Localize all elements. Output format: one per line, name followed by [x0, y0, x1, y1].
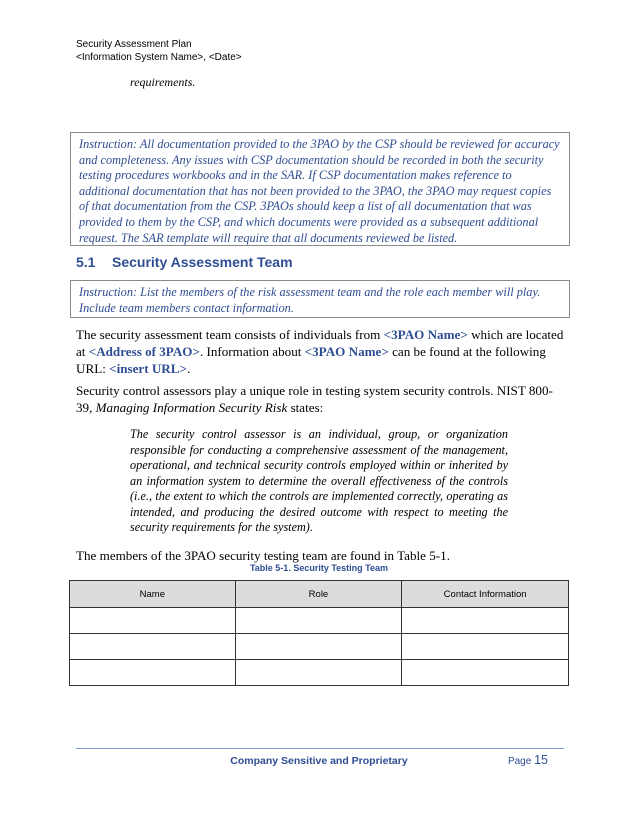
placeholder-3pao-address: <Address of 3PAO>	[88, 344, 200, 359]
column-header-name: Name	[70, 581, 236, 608]
security-testing-team-table	[69, 580, 569, 686]
footer-divider	[76, 748, 564, 749]
text-run: which are located at	[76, 327, 564, 359]
paragraph-table-reference: The members of the 3PAO security testing team are found in Table 5-1.	[76, 548, 450, 563]
footer-page-number	[508, 753, 548, 767]
table-row	[70, 660, 569, 686]
page-number: 15	[534, 753, 548, 767]
instruction-text: Instruction: List the members of the risk assessment team and the role each member will play. Include team members contact information.	[79, 285, 541, 315]
footer-classification: Company Sensitive and Proprietary	[230, 755, 408, 767]
table-cell	[402, 608, 569, 634]
table-row	[70, 608, 569, 634]
table-cell	[402, 634, 569, 660]
table-cell	[235, 660, 402, 686]
text-run: states:	[287, 400, 324, 415]
table-caption: Table 5-1. Security Testing Team	[249, 563, 389, 573]
placeholder-url: <insert URL>	[109, 361, 187, 376]
paragraph-team-description	[76, 326, 566, 377]
table-cell	[402, 660, 569, 686]
section-title: Security Assessment Team	[112, 254, 293, 270]
instruction-box-team	[70, 280, 570, 318]
text-run: .	[186, 361, 191, 376]
text-run: Security control assessors play a unique role in testing system security controls. NIST 800-39,	[76, 383, 553, 415]
column-header-role: Role	[235, 581, 402, 608]
paragraph-nist-intro	[76, 382, 566, 416]
placeholder-3pao-name: <3PAO Name>	[383, 327, 468, 342]
table-header-row	[70, 581, 569, 608]
text-run: The security assessment team consists of individuals from	[76, 327, 384, 342]
table-cell	[70, 660, 236, 686]
table-cell	[70, 634, 236, 660]
block-quote: The security control assessor is an individual, group, or organization responsible for conducting a comprehensive assessment of the management, operational, and technical security controls employed within or inherited by an information system to determine the overall effectiveness of the controls (i.e., the extent to which the controls are implemented correctly, operating as intended, and producing the desired outcome with respect to meeting the security requirements for the system).	[130, 427, 508, 534]
text-run: can be found at the following URL:	[76, 344, 546, 376]
header-document-title: Security Assessment Plan	[76, 39, 192, 50]
publication-title: Managing Information Security Risk	[95, 400, 288, 415]
text-run: . Information about	[199, 344, 305, 359]
section-number: 5.1	[76, 254, 96, 270]
placeholder-3pao-name: <3PAO Name>	[304, 344, 389, 359]
instruction-text: Instruction: All documentation provided to the 3PAO by the CSP should be reviewed for accuracy and completeness. Any issues with CSP documentation should be recorded in both the security testing procedures workbooks and in the SAR. If CSP documentation makes reference to additional documentation that has not been provided to the 3PAO, the 3PAO may request copies of that documentation from the CSP. 3PAOs should keep a list of all documentation that was provided to them by the CSP, and which documents were provided as a subsequent additional request. The SAR template will require that all documents reviewed be listed.	[79, 137, 560, 245]
table-cell	[70, 608, 236, 634]
carryover-text: requirements.	[130, 75, 196, 89]
table-cell	[235, 634, 402, 660]
page-header	[76, 38, 242, 64]
section-heading	[76, 254, 293, 270]
page-label: Page	[507, 756, 535, 767]
column-header-contact: Contact Information	[402, 581, 569, 608]
instruction-box-documentation	[70, 132, 570, 246]
header-system-name-date: <Information System Name>, <Date>	[76, 52, 242, 63]
table-cell	[235, 608, 402, 634]
table-row	[70, 634, 569, 660]
